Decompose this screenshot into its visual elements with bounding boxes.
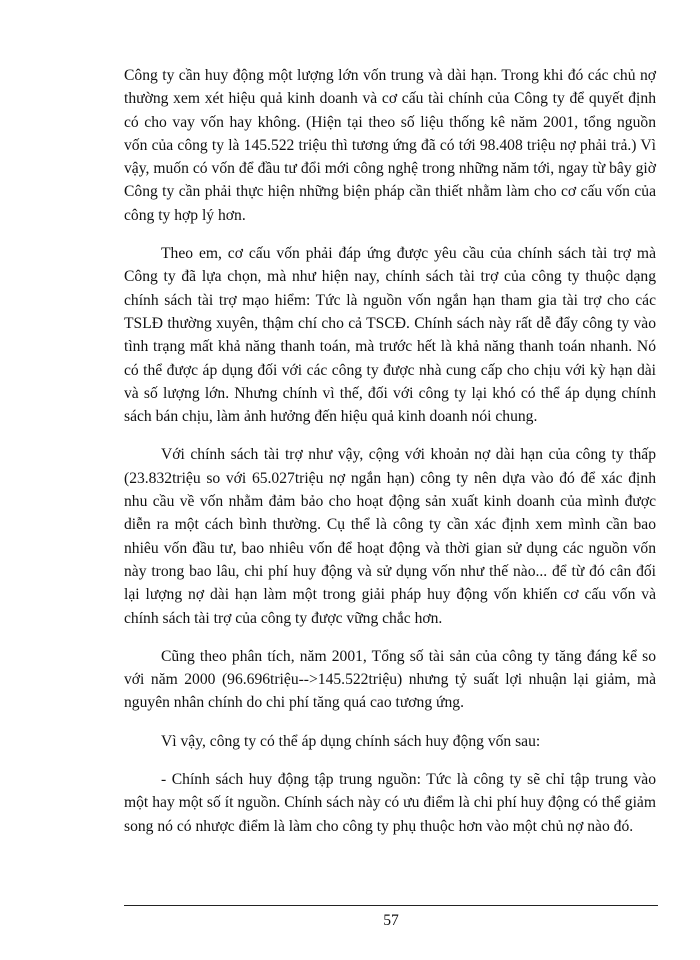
page-number: 57 xyxy=(383,912,399,929)
document-body xyxy=(124,64,656,838)
paragraph-4: Cũng theo phân tích, năm 2001, Tổng số tài sản của công ty tăng đáng kể so với năm 2000 (96.696triệu-->145.522triệu) nhưng tỷ suất lợi nhuận lại giảm, mà nguyên nhân chính do chi phí tăng quá cao tương ứng. xyxy=(124,647,656,712)
footer-divider xyxy=(124,905,658,906)
paragraph-2: Theo em, cơ cấu vốn phải đáp ứng được yêu cầu của chính sách tài trợ mà Công ty đã lựa chọn, mà như hiện nay, chính sách tài trợ của công ty thuộc dạng chính sách tài trợ mạo hiểm: Tức là nguồn vốn ngắn hạn tham gia tài trợ cho các TSLĐ thường xuyên, thậm chí cho cả TSCĐ. Chính sách này rất dễ đẩy công ty vào tình trạng mất khả năng thanh toán, mà trước hết là khả năng thanh toán nhanh. Nó có thể được áp dụng đối với các công ty được nhà cung cấp cho chịu với kỳ hạn dài và số lượng lớn. Nhưng chính vì thế, đối với công ty lại khó có thể áp dụng chính sách bán chịu, làm ảnh hưởng đến hiệu quả kinh doanh nói chung. xyxy=(124,245,656,426)
paragraph-6: - Chính sách huy động tập trung nguồn: Tức là công ty sẽ chỉ tập trung vào một hay một số ít nguồn. Chính sách này có ưu điểm là chi phí huy động có thể giảm song nó có nhược điểm là làm cho công ty phụ thuộc hơn vào một chủ nợ nào đó. xyxy=(124,771,656,835)
paragraph-1: Công ty cần huy động một lượng lớn vốn trung và dài hạn. Trong khi đó các chủ nợ thường xem xét hiệu quả kinh doanh và cơ cấu tài chính của Công ty để quyết định có cho vay vốn hay không. (Hiện tại theo số liệu thống kê năm 2001, tổng nguồn vốn của công ty là 145.522 triệu thì tương ứng đã có tới 98.408 triệu nợ phải trả.) Vì vậy, muốn có vốn để đầu tư đổi mới công nghệ trong những năm tới, ngay từ bây giờ Công ty cần phải thực hiện những biện pháp cần thiết nhằm làm cho cơ cấu vốn của công ty hợp lý hơn. xyxy=(124,67,656,224)
paragraph-3: Với chính sách tài trợ như vậy, cộng với khoản nợ dài hạn của công ty thấp (23.832triệu so với 65.027triệu nợ ngắn hạn) công ty nên dựa vào đó để xác định nhu cầu về vốn nhằm đảm bảo cho hoạt động sản xuất kinh doanh của mình được diễn ra một cách bình thường. Cụ thể là công ty cần xác định xem mình cần bao nhiêu vốn đầu tư, bao nhiêu vốn để hoạt động và thời gian sử dụng các nguồn vốn này trong bao lâu, chi phí huy động và sử dụng vốn như thế nào... để từ đó cân đối lại lượng nợ dài hạn làm một trong giải pháp huy động vốn khiến cơ cấu vốn và chính sách tài trợ của công ty được vững chắc hơn. xyxy=(124,446,656,627)
paragraph-5: Vì vậy, công ty có thể áp dụng chính sách huy động vốn sau: xyxy=(161,732,541,750)
